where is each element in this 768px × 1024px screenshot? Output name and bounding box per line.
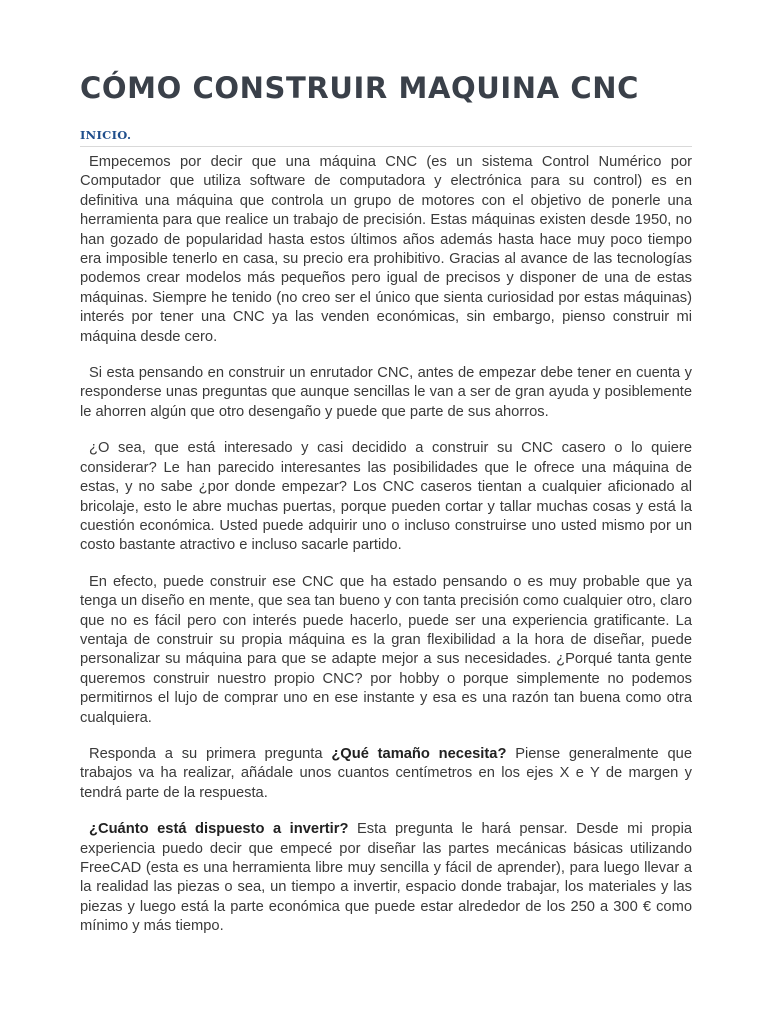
paragraph-budget-text: Esta pregunta le hará pensar. Desde mi propia experiencia puedo decir que empecé por diseñar las partes mecánicas básicas utilizando FreeCAD (esta es una herramienta libre muy sencilla y fácil de aprender), para luego llevar a la realidad las piezas o sea, un tiempo a invertir, espacio donde trabajar, los materiales y las piezas y luego está la parte económica que puede estar alrededor de los 250 a 300 € como mínimo y más tiempo.	[80, 821, 692, 935]
question-size: ¿Qué tamaño necesita?	[331, 745, 507, 762]
article-body	[80, 153, 692, 937]
paragraph-advantages: En efecto, puede construir ese CNC que ha estado pensando o es muy probable que ya tenga un diseño en mente, que sea tan bueno y con tanta precisión como cualquier otro, claro que no es fácil pero con interés puede hacerlo, puede ser una experiencia gratificante. La ventaja de construir su propia máquina es la gran flexibilidad a la hora de diseñar, puede personalizar su máquina para que se adapte mejor a sus necesidades. ¿Porqué tanta gente queremos construir nuestro propio CNC? por hobby o porque simplemente no podemos permitirnos el lujo de comprar uno en ese instante y esa es una razón tan buena como otra cualquiera.	[80, 573, 692, 726]
paragraph-size-text: Piense generalmente que trabajos va ha realizar, añádale unos cuantos centímetros en los ejes X e Y de margen y tendrá parte de la respuesta.	[80, 745, 692, 801]
paragraph-router: Si esta pensando en construir un enrutador CNC, antes de empezar debe tener en cuenta y responderse unas preguntas que aunque sencillas le van a ser de gran ayuda y posiblemente le ahorren algún que otro desengaño y puede que parte de sus ahorros.	[80, 365, 692, 420]
question-budget: ¿Cuánto está dispuesto a invertir?	[89, 821, 349, 838]
paragraph-budget	[80, 820, 692, 936]
page-title: CÓMO CONSTRUIR MAQUINA CNC	[80, 71, 640, 105]
paragraph-size	[80, 745, 692, 803]
article	[80, 0, 692, 954]
paragraph-intro: Empecemos por decir que una máquina CNC (es un sistema Control Numérico por Computador que utiliza software de computadora y electrónica para su control) es en definitiva una máquina que controla un grupo de motores con el objetivo de ponerle una herramienta para que realice un trabajo de precisión. Estas máquinas existen desde 1950, no han gozado de popularidad hasta estos últimos años además hasta hace muy poco tiempo era imposible tenerlo en casa, su precio era prohibitivo. Gracias al avance de las tecnologías podemos crear modelos más pequeños pero igual de precisos y disponer de una de estas máquinas. Siempre he tenido (no creo ser el único que sienta curiosidad por estas máquinas) interés por tener una CNC ya las venden económicas, sin embargo, pienso construir mi máquina desde cero.	[80, 154, 692, 345]
paragraph-size-lead: Responda a su primera pregunta	[89, 745, 332, 762]
section-heading: INICIO.	[80, 126, 692, 147]
paragraph-questions: ¿O sea, que está interesado y casi decidido a construir su CNC casero o lo quiere considerar? Le han parecido interesantes las posibilidades que le ofrece una máquina de estas, y no sabe ¿por donde empezar? Los CNC caseros tientan a cualquier aficionado al bricolaje, esto le abre muchas puertas, porque pueden cortar y tallar muchas cosas y está la cuestión económica. Usted puede adquirir uno o incluso construirse uno usted mismo por un costo bastante atractivo e incluso sacarle partido.	[80, 440, 692, 554]
